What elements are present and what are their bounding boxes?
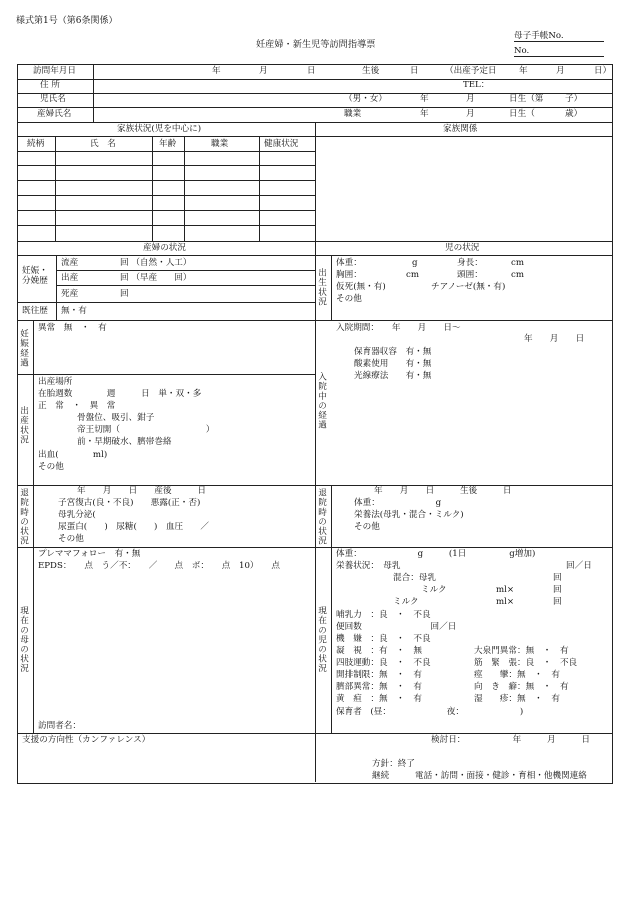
family-col-relation: 続柄 — [27, 139, 45, 149]
discharge-child-other[interactable]: その他 — [354, 522, 380, 532]
family-col-health: 健康状況 — [264, 139, 299, 149]
milk-secretion[interactable]: 母乳分泌( — [58, 510, 96, 520]
incubator[interactable]: 保育器収容 有・無 — [354, 347, 432, 357]
discharge-weight[interactable]: 体重： g — [354, 498, 442, 508]
child-order[interactable]: 子） — [565, 94, 583, 104]
oxygen[interactable]: 酸素使用 有・無 — [354, 359, 432, 369]
discharge-child-label: 退院時の状況 — [316, 488, 327, 546]
mother-dob-day[interactable]: 日生（ — [509, 109, 535, 119]
delivery-label: 出産 — [61, 273, 79, 283]
eczema[interactable]: 湿 疹：無 ・ 有 — [474, 694, 560, 704]
child-dob-day[interactable]: 日生（第 — [509, 94, 544, 104]
continue-options[interactable]: 継続 電話・訪問・面接・健診・育相・他機関連絡 — [372, 771, 587, 781]
family-status-header: 家族状況(児を中心に) — [117, 124, 202, 134]
tel-label[interactable]: TEL： — [463, 80, 490, 90]
form-id: 様式第1号（第6条関係） — [16, 16, 118, 26]
mixed-milk[interactable]: ミルク — [421, 585, 447, 595]
mother-age[interactable]: 歳） — [565, 109, 583, 119]
epds-score[interactable]: EPDS： 点 う／不： ／ 点 ボ： 点 10） 点 — [38, 561, 281, 571]
child-dob-month[interactable]: 月 — [466, 94, 475, 104]
navel[interactable]: 臍部異常：無 ・ 有 — [336, 682, 422, 692]
head-label: 頭囲： — [457, 270, 483, 280]
normal-abnormal[interactable]: 正 常 ・ 異 常 — [38, 401, 116, 411]
fontanel[interactable]: 大泉門異常：無 ・ 有 — [474, 646, 569, 656]
head-unit[interactable]: cm — [511, 270, 524, 280]
gestation[interactable]: 在胎週数 週 日 単・双・多 — [38, 389, 202, 399]
guardian[interactable]: 保育者 (昼： 夜： ) — [336, 707, 524, 717]
miscarriage-label: 流産 — [61, 258, 79, 268]
nutrition-method[interactable]: 栄養法(母乳・混合・ミルク) — [354, 510, 464, 520]
chest-unit[interactable]: cm — [406, 270, 419, 280]
birth-other[interactable]: その他 — [336, 294, 362, 304]
height-unit[interactable]: cm — [511, 258, 524, 268]
delivery-other[interactable]: その他 — [38, 462, 64, 472]
support-label: 支援の方向性（カンファレンス） — [22, 735, 151, 745]
milk-only-ml: ml× — [496, 597, 515, 607]
due-date-label: （出産予定日 — [445, 66, 497, 76]
bleeding[interactable]: 出血( ml) — [38, 450, 108, 460]
discharge-date[interactable]: 年 月 日 産後 日 — [77, 486, 206, 496]
delivery-detail[interactable]: 回 （早産 回） — [120, 273, 192, 283]
family-col-age: 年齢 — [159, 139, 177, 149]
mixed-milk-kai: 回 — [553, 585, 562, 595]
mixed-breast[interactable]: 混合：母乳 — [393, 573, 436, 583]
review-date[interactable]: 検討日： 年 月 日 — [431, 735, 590, 745]
phototherapy[interactable]: 光線療法 有・無 — [354, 371, 432, 381]
weight-unit[interactable]: g — [412, 258, 418, 268]
hip[interactable]: 開排制限：無 ・ 有 — [336, 670, 422, 680]
policy-end[interactable]: 方針：終了 — [372, 759, 415, 769]
milk-only[interactable]: ミルク — [393, 597, 419, 607]
address-label: 住 所 — [40, 80, 60, 90]
child-dob-year[interactable]: 年 — [420, 94, 429, 104]
mixed-kai: 回 — [553, 573, 562, 583]
hospital-period[interactable]: 入院期間： 年 月 日〜 — [336, 323, 461, 333]
current-child-label: 現在の児の状況 — [316, 606, 327, 674]
cesarean[interactable]: 帝王切開（ ） — [77, 425, 215, 435]
muscle[interactable]: 筋 緊 張：良 ・ 不良 — [474, 658, 578, 668]
stillbirth-label: 死産 — [61, 289, 79, 299]
mother-name-label: 産婦氏名 — [37, 109, 72, 119]
hospital-period-end[interactable]: 年 月 日 — [524, 334, 585, 344]
birth-after-label: 生後 — [362, 66, 380, 76]
discharge-other[interactable]: その他 — [58, 534, 84, 544]
no-field[interactable] — [514, 47, 604, 57]
boshi-no-field[interactable] — [514, 32, 604, 42]
boshi-no-label: 母子手帳No. — [514, 31, 564, 41]
pregnancy-history-label: 妊娠・分娩歴 — [22, 266, 48, 287]
mood[interactable]: 機 嫌 ：良 ・ 不良 — [336, 634, 431, 644]
sucking[interactable]: 哺乳力 ：良 ・ 不良 — [336, 610, 431, 620]
visit-day[interactable]: 日 — [307, 66, 316, 76]
uterus[interactable]: 子宮復古(良・不良) 悪露(正・否) — [58, 498, 201, 508]
family-col-occupation: 職業 — [211, 139, 229, 149]
current-weight[interactable]: 体重： g (1日 g増加) — [336, 549, 536, 559]
visit-year[interactable]: 年 — [212, 66, 221, 76]
family-col-name: 氏 名 — [90, 139, 116, 149]
visit-month[interactable]: 月 — [259, 66, 268, 76]
mother-status-header: 産婦の状況 — [143, 243, 186, 253]
nutrition-status[interactable]: 栄養状況： 母乳 — [336, 561, 401, 571]
discharge-child-date[interactable]: 年 月 日 生後 日 — [374, 486, 512, 496]
chest-label: 胸囲： — [336, 270, 362, 280]
stillbirth-detail[interactable]: 回 — [120, 289, 129, 299]
weight-label: 体重： — [336, 258, 362, 268]
no-label: No. — [514, 46, 530, 56]
asphyxia[interactable]: 仮死(無・有) — [336, 282, 386, 292]
child-sex[interactable]: （男・女） — [344, 94, 387, 104]
delivery-place[interactable]: 出産場所 — [38, 377, 73, 387]
milk-only-kai: 回 — [553, 597, 562, 607]
past-history-value[interactable]: 無・有 — [61, 306, 87, 316]
visitor-name[interactable]: 訪問者名： — [38, 721, 81, 731]
due-year[interactable]: 年 — [519, 66, 528, 76]
delivery-status-label: 出産状況 — [18, 406, 29, 445]
mother-dob-month[interactable]: 月 — [466, 109, 475, 119]
jaundice[interactable]: 黄 疸 ：無 ・ 有 — [336, 694, 422, 704]
form-title: 妊産婦・新生児等訪問指導票 — [256, 39, 376, 50]
abnormal-choice[interactable]: 異常 無 ・ 有 — [38, 323, 107, 333]
current-mother-label: 現在の母の状況 — [18, 606, 29, 674]
past-history-label: 既往歴 — [22, 306, 48, 316]
birth-status-label: 出生状況 — [316, 268, 327, 307]
torticollis[interactable]: 向 き 癖：無 ・ 有 — [474, 682, 569, 692]
discharge-mother-label: 退院時の状況 — [18, 488, 29, 546]
due-month[interactable]: 月 — [556, 66, 565, 76]
premama-follow[interactable]: プレママフォロー 有・無 — [38, 549, 141, 559]
hospital-course-label: 入院中の経過 — [316, 372, 327, 430]
spasm[interactable]: 痙 攣：無 ・ 有 — [474, 670, 560, 680]
occupation-label: 職業 — [344, 109, 362, 119]
child-name-label: 児氏名 — [40, 94, 66, 104]
prom[interactable]: 前・早期破水、臍帯巻絡 — [77, 437, 172, 447]
visit-date-label: 訪問年月日 — [33, 66, 76, 76]
per-day: 回／日 — [566, 561, 592, 571]
birth-after-day[interactable]: 日 — [410, 66, 419, 76]
height-label: 身長： — [457, 258, 483, 268]
limbs[interactable]: 四肢運動：良 ・ 不良 — [336, 658, 431, 668]
due-day[interactable]: 日） — [594, 66, 612, 76]
family-relation-header: 家族関係 — [443, 124, 478, 134]
cyanosis[interactable]: チアノーゼ(無・有) — [431, 282, 506, 292]
gaze[interactable]: 凝 視 ：有 ・ 無 — [336, 646, 422, 656]
miscarriage-detail[interactable]: 回 （自然・人工） — [120, 258, 192, 268]
mother-dob-year[interactable]: 年 — [420, 109, 429, 119]
child-status-header: 児の状況 — [445, 243, 480, 253]
pregnancy-course-label: 妊娠経過 — [18, 329, 29, 368]
stool[interactable]: 便回数 回／日 — [336, 622, 457, 632]
urine[interactable]: 尿蛋白( ) 尿糖( ) 血圧 ／ — [58, 522, 209, 532]
mixed-ml: ml× — [496, 585, 515, 595]
pelvic[interactable]: 骨盤位、吸引、鉗子 — [77, 413, 155, 423]
